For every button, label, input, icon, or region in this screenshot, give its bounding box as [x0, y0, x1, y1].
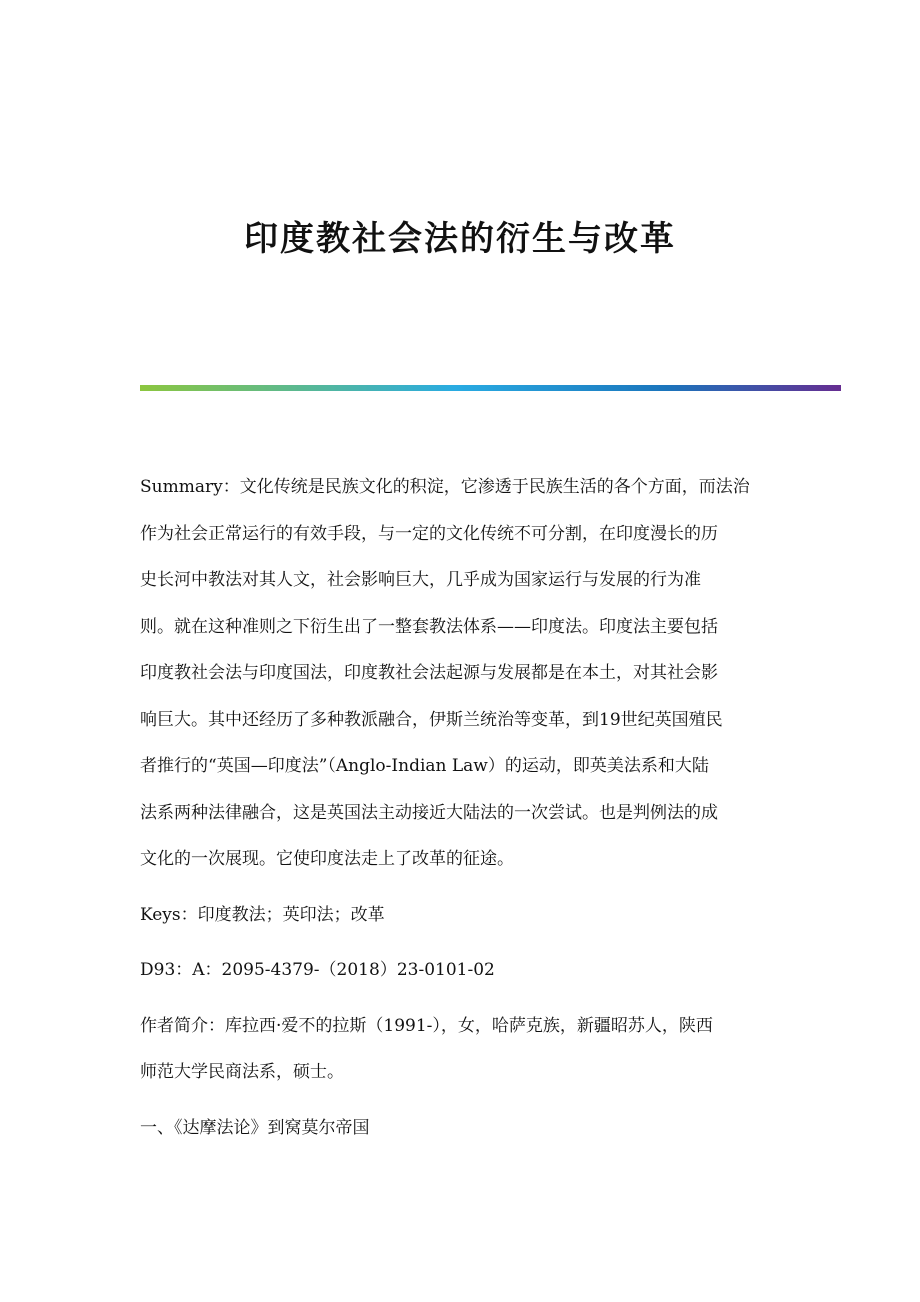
page-title: 印度教社会法的衍生与改革: [244, 219, 676, 259]
summary-line: 印度教社会法与印度国法，印度教社会法起源与发展都是在本土，对其社会影: [140, 663, 718, 683]
summary-line: 响巨大。其中还经历了多种教派融合，伊斯兰统治等变革，到19世纪英国殖民: [140, 709, 723, 730]
summary-line: 作为社会正常运行的有效手段，与一定的文化传统不可分割，在印度漫长的历: [140, 523, 718, 544]
summary-line: 则。就在这种准则之下衍生出了一整套教法体系——印度法。印度法主要包括: [140, 616, 718, 637]
summary-line: 史长河中教法对其人文，社会影响巨大，几乎成为国家运行与发展的行为准: [140, 570, 701, 590]
summary-line: 法系两种法律融合，这是英国法主动接近大陆法的一次尝试。也是判例法的成: [140, 802, 718, 823]
title-divider: [140, 385, 841, 391]
summary-line: 者推行的“英国—印度法”（Anglo-Indian Law）的运动，即英美法系和大陆: [140, 756, 709, 776]
summary-paragraph: [140, 464, 780, 883]
summary-line: Summary：文化传统是民族文化的积淀，它渗透于民族生活的各个方面，而法治: [140, 477, 750, 497]
classification-line: D93：A：2095-4379-（2018）23-0101-02: [140, 960, 495, 980]
summary-line: 文化的一次展现。它使印度法走上了改革的征途。: [140, 849, 514, 869]
section-heading: 一、《达摩法论》到窝莫尔帝国: [140, 1117, 370, 1138]
author-info: [140, 1003, 780, 1096]
keywords-line: Keys：印度教法；英印法；改革: [140, 904, 385, 925]
author-line: 作者简介：库拉西·爱不的拉斯（1991-），女，哈萨克族，新疆昭苏人，陕西: [140, 1015, 713, 1036]
document-body: [140, 464, 780, 1151]
author-line: 师范大学民商法系，硕士。: [140, 1062, 344, 1082]
